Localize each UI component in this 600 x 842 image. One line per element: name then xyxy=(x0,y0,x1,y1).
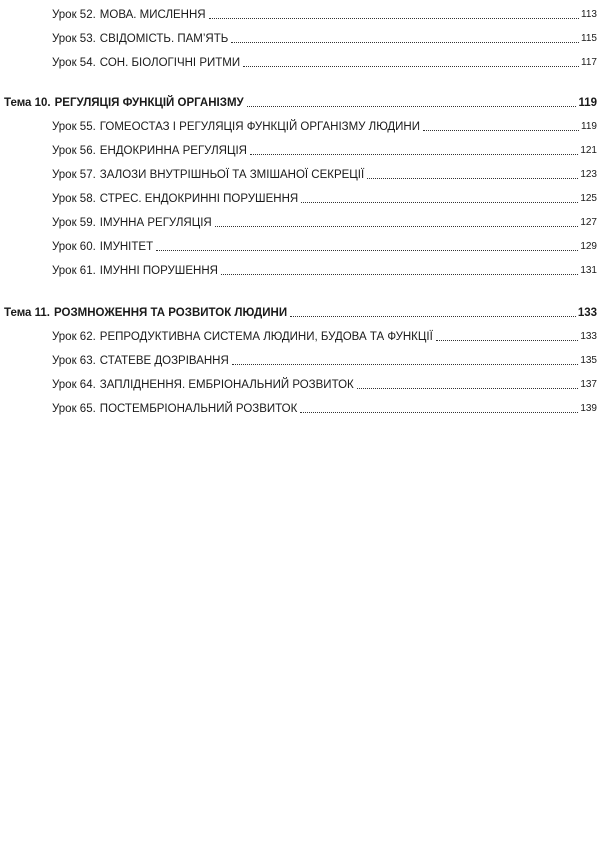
toc-entry-lesson-54 xyxy=(52,56,597,70)
lesson-number: Урок 56. xyxy=(52,145,96,157)
toc-entry-lesson-62 xyxy=(52,330,597,344)
toc-entry-lesson-52 xyxy=(52,8,597,22)
page-number: 119 xyxy=(581,121,597,132)
page-number: 131 xyxy=(580,265,597,276)
toc-entry-topic-11 xyxy=(4,306,597,320)
dot-leader xyxy=(436,340,579,341)
lesson-title: ІМУНІТЕТ xyxy=(99,241,154,253)
lesson-number: Урок 61. xyxy=(52,265,96,277)
lesson-number: Урок 60. xyxy=(52,241,96,253)
lesson-number: Урок 54. xyxy=(52,57,96,69)
dot-leader xyxy=(367,178,578,179)
page-number: 129 xyxy=(580,241,597,252)
lesson-title: МОВА. МИСЛЕННЯ xyxy=(99,9,206,21)
lesson-number: Урок 58. xyxy=(52,193,96,205)
lesson-number: Урок 52. xyxy=(52,9,96,21)
dot-leader xyxy=(250,154,578,155)
page-number: 113 xyxy=(581,9,597,20)
lesson-title: ГОМЕОСТАЗ І РЕГУЛЯЦІЯ ФУНКЦІЙ ОРГАНІЗМУ ЛЮДИНИ xyxy=(99,121,420,133)
lesson-number: Урок 64. xyxy=(52,379,96,391)
toc-entry-lesson-61 xyxy=(52,264,597,278)
dot-leader xyxy=(290,316,576,317)
toc-entry-lesson-55 xyxy=(52,120,597,134)
dot-leader xyxy=(247,106,577,107)
lesson-title: СТРЕС. ЕНДОКРИННІ ПОРУШЕННЯ xyxy=(99,193,299,205)
page-number: 133 xyxy=(580,331,597,342)
toc-entry-topic-10 xyxy=(4,96,597,110)
lesson-title: ЗАПЛІДНЕННЯ. ЕМБРІОНАЛЬНИЙ РОЗВИТОК xyxy=(99,379,354,391)
dot-leader xyxy=(300,412,578,413)
page-number: 119 xyxy=(578,97,597,109)
lesson-number: Урок 59. xyxy=(52,217,96,229)
dot-leader xyxy=(209,18,579,19)
toc-entry-lesson-59 xyxy=(52,216,597,230)
toc-entry-lesson-64 xyxy=(52,378,597,392)
toc-entry-lesson-53 xyxy=(52,32,597,46)
lesson-title: РЕПРОДУКТИВНА СИСТЕМА ЛЮДИНИ, БУДОВА ТА ФУНКЦІЇ xyxy=(99,331,433,343)
dot-leader xyxy=(156,250,578,251)
lesson-number: Урок 55. xyxy=(52,121,96,133)
lesson-number: Урок 62. xyxy=(52,331,96,343)
page-number: 133 xyxy=(577,307,597,319)
topic-number: Тема 11. xyxy=(4,307,50,319)
toc-entry-lesson-58 xyxy=(52,192,597,206)
lesson-number: Урок 63. xyxy=(52,355,96,367)
lesson-title: ІМУННІ ПОРУШЕННЯ xyxy=(99,265,218,277)
lesson-number: Урок 57. xyxy=(52,169,96,181)
toc-entry-lesson-57 xyxy=(52,168,597,182)
toc-entry-lesson-56 xyxy=(52,144,597,158)
page-number: 123 xyxy=(580,169,597,180)
lesson-title: СОН. БІОЛОГІЧНІ РИТМИ xyxy=(99,57,241,69)
page-number: 117 xyxy=(581,57,597,68)
topic-title: РЕГУЛЯЦІЯ ФУНКЦІЙ ОРГАНІЗМУ xyxy=(54,97,244,109)
toc-entry-lesson-65 xyxy=(52,402,597,416)
lesson-title: СТАТЕВЕ ДОЗРІВАННЯ xyxy=(99,355,229,367)
dot-leader xyxy=(221,274,578,275)
toc-entry-lesson-63 xyxy=(52,354,597,368)
page-number: 127 xyxy=(580,217,597,228)
dot-leader xyxy=(357,388,579,389)
page-number: 135 xyxy=(580,355,597,366)
lesson-title: СВІДОМІСТЬ. ПАМ’ЯТЬ xyxy=(99,33,229,45)
dot-leader xyxy=(232,364,579,365)
dot-leader xyxy=(215,226,579,227)
dot-leader xyxy=(301,202,578,203)
page-number: 139 xyxy=(580,403,597,414)
lesson-title: ЗАЛОЗИ ВНУТРІШНЬОЇ ТА ЗМІШАНОЇ СЕКРЕЦІЇ xyxy=(99,169,365,181)
topic-number: Тема 10. xyxy=(4,97,51,109)
lesson-title: ЕНДОКРИННА РЕГУЛЯЦІЯ xyxy=(99,145,247,157)
dot-leader xyxy=(231,42,579,43)
lesson-title: ПОСТЕМБРІОНАЛЬНИЙ РОЗВИТОК xyxy=(99,403,298,415)
toc-entry-lesson-60 xyxy=(52,240,597,254)
lesson-number: Урок 65. xyxy=(52,403,96,415)
page-number: 121 xyxy=(580,145,597,156)
topic-title: РОЗМНОЖЕННЯ ТА РОЗВИТОК ЛЮДИНИ xyxy=(54,307,288,319)
lesson-title: ІМУННА РЕГУЛЯЦІЯ xyxy=(99,217,212,229)
page-number: 137 xyxy=(580,379,597,390)
page-number: 125 xyxy=(580,193,597,204)
dot-leader xyxy=(423,130,579,131)
lesson-number: Урок 53. xyxy=(52,33,96,45)
page-number: 115 xyxy=(581,33,597,44)
dot-leader xyxy=(243,66,579,67)
